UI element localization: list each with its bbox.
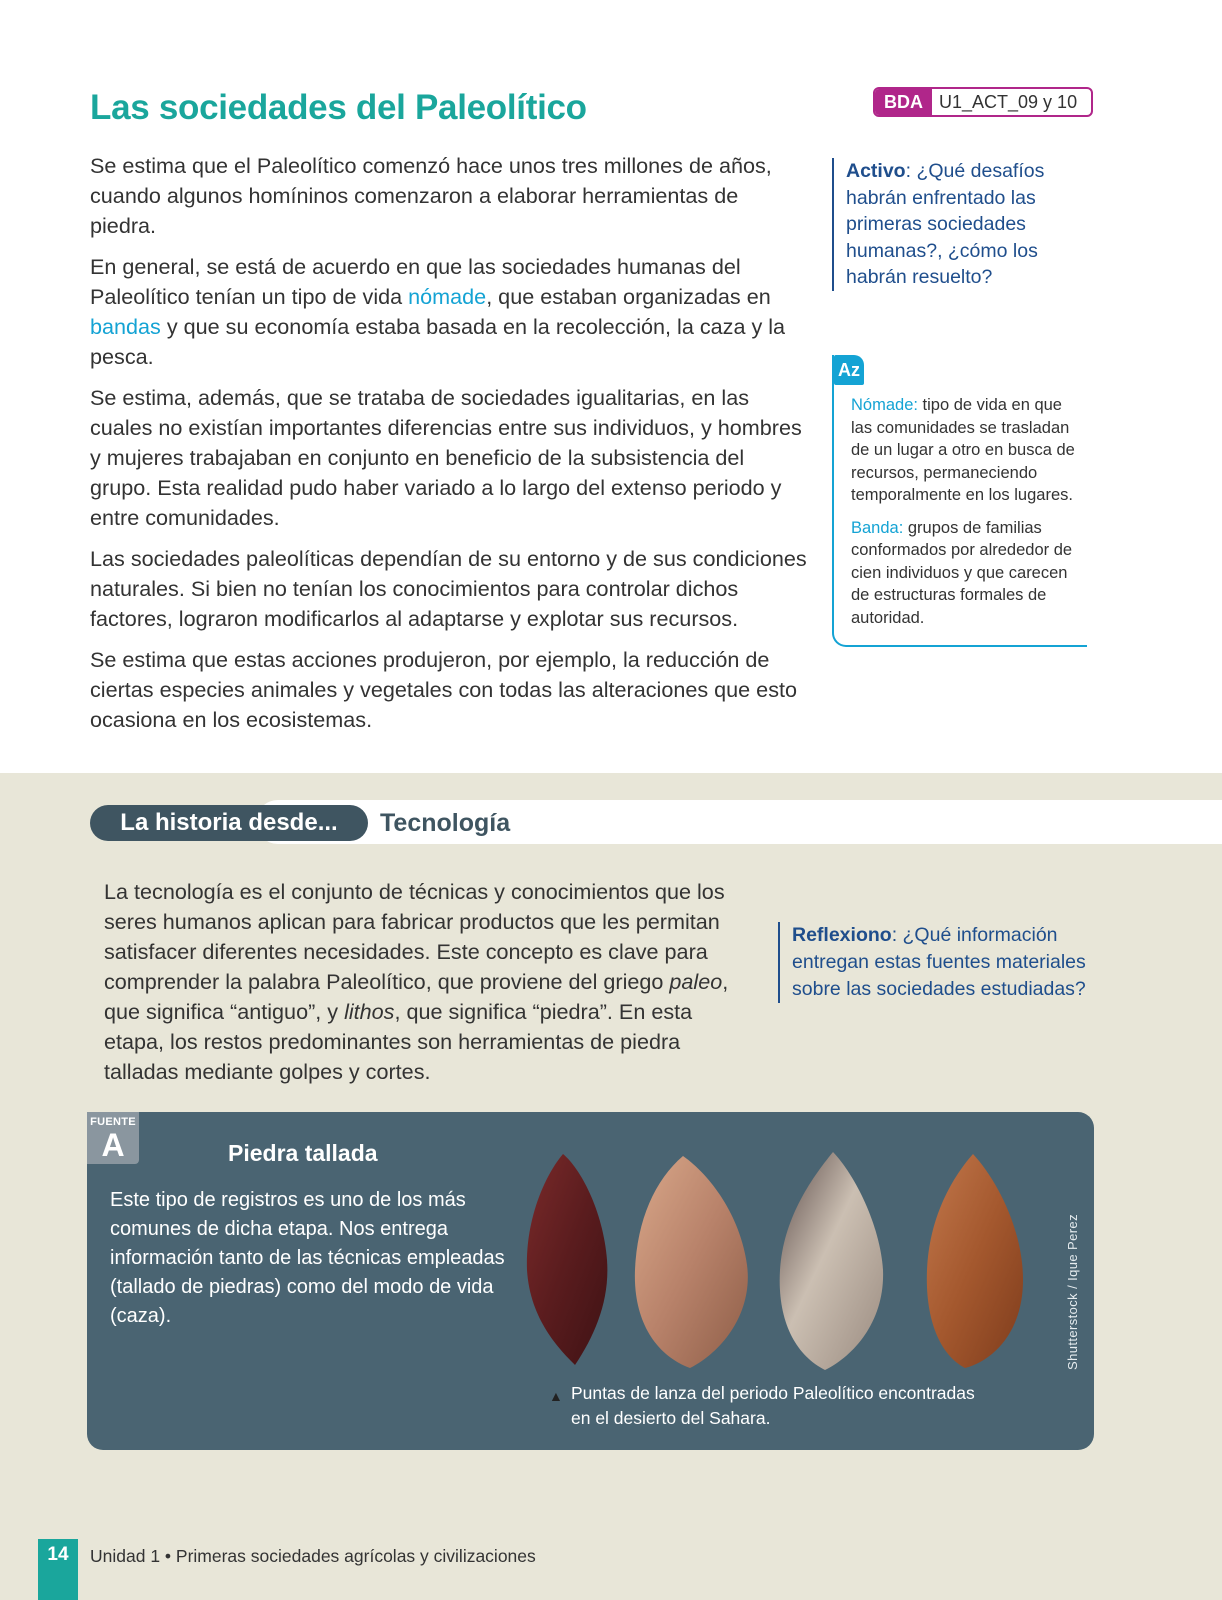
spearhead-3: [780, 1152, 883, 1370]
historia-label: La historia desde...: [90, 805, 368, 841]
footer-unit-title: Unidad 1 • Primeras sociedades agrícolas y civilizaciones: [90, 1546, 536, 1566]
reflexiono-label: Reflexiono: [792, 924, 892, 946]
fuente-tag-label: FUENTE: [90, 1116, 136, 1128]
tecnologia-text-a: La tecnología es el conjunto de técnicas y conocimientos que los seres humanos aplican para fabricar productos que les permitan satisfacer diferentes necesidades. Este concepto es clave para comprender la palabra Paleolítico, que proviene del griego: [104, 879, 725, 994]
fuente-tag-letter: A: [101, 1127, 125, 1163]
bda-badge[interactable]: [873, 87, 1093, 117]
paragraph-5: Se estima que estas acciones produjeron, por ejemplo, la reducción de ciertas especies animales y vegetales con todas las alteraciones que esto ocasiona en los ecosistemas.: [90, 647, 797, 732]
activo-question: [832, 158, 1076, 291]
paragraph-2-text-a: En general, se está de acuerdo en que las sociedades humanas del Paleolítico tenían un tipo de vida: [90, 254, 741, 309]
main-text: [90, 151, 810, 746]
term-nomade[interactable]: nómade: [408, 284, 487, 309]
glossary-body: [851, 394, 1086, 639]
paragraph-1: Se estima que el Paleolítico comenzó hace unos tres millones de años, cuando algunos homíninos comenzaron a elaborar herramientas de piedra.: [90, 153, 772, 238]
glossary-definition: grupos de familias conformados por alrededor de cien individuos y que carecen de estructuras formales de autoridad.: [851, 518, 1073, 627]
paragraph-4: Las sociedades paleolíticas dependían de su entorno y de sus condiciones naturales. Si bien no tenían los conocimientos para controlar dichos factores, lograron modificarlos al adaptarse y explotar sus recursos.: [90, 546, 807, 631]
caption-line: Puntas de lanza del periodo Paleolítico encontradas: [571, 1383, 975, 1403]
activo-text: : ¿Qué desafíos habrán enfrentado las primeras sociedades humanas?, ¿cómo los habrán resuelto?: [846, 160, 1045, 288]
tecnologia-text-b: , que significa “antiguo”, y: [104, 969, 729, 1024]
page-title: Las sociedades del Paleolítico: [90, 88, 587, 127]
glossary-term: Nómade:: [851, 396, 918, 414]
glossary-term: Banda:: [851, 518, 904, 537]
image-caption: [571, 1381, 1011, 1431]
fuente-tag: [87, 1112, 139, 1164]
spearhead-1: [527, 1154, 608, 1365]
bda-tag: BDA: [875, 89, 932, 115]
tecnologia-text: [104, 877, 744, 1087]
activo-label: Activo: [846, 160, 906, 182]
term-lithos: lithos: [344, 999, 395, 1024]
caption-line: en el desierto del Sahara.: [571, 1408, 771, 1428]
spearhead-4: [927, 1154, 1023, 1368]
page-number: 14: [38, 1539, 78, 1600]
glossary-icon: Az: [834, 355, 864, 385]
spearhead-2: [635, 1156, 748, 1368]
image-credit: Shutterstock / Ique Perez: [1065, 1214, 1080, 1370]
paragraph-3: Se estima, además, que se trataba de sociedades igualitarias, en las cuales no existían importantes diferencias entre sus individuos, y hombres y mujeres trabajaban en conjunto en beneficio de la subsistencia del grupo. Esta realidad pudo haber variado a lo largo del extenso periodo y entre comunidades.: [90, 385, 802, 530]
paragraph-2: [90, 252, 810, 372]
glossary-entry: [851, 394, 1086, 507]
caption-triangle-icon: ▲: [549, 1388, 563, 1404]
fuente-description: Este tipo de registros es uno de los más comunes de dicha etapa. Nos entrega información tanto de las técnicas empleadas (tallado de piedras) como del modo de vida (caza).: [110, 1189, 505, 1327]
term-paleo: paleo: [669, 969, 723, 994]
historia-topic: Tecnología: [380, 809, 511, 837]
reflexiono-question: [778, 922, 1122, 1003]
fuente-title: Piedra tallada: [228, 1140, 378, 1166]
term-bandas[interactable]: bandas: [90, 314, 161, 339]
glossary-entry: [851, 517, 1086, 630]
reflexiono-text: : ¿Qué información entregan estas fuentes materiales sobre las sociedades estudiadas?: [792, 924, 1086, 1000]
tecnologia-text-c: , que significa “piedra”. En esta etapa, los restos predominantes son herramientas de piedra talladas mediante golpes y cortes.: [104, 999, 693, 1084]
bda-code: U1_ACT_09 y 10: [939, 92, 1078, 112]
paragraph-2-text-b: , que estaban organizadas en: [486, 284, 771, 309]
paragraph-2-text-c: y que su economía estaba basada en la recolección, la caza y la pesca.: [90, 314, 786, 369]
spearheads-image: [525, 1150, 1035, 1372]
glossary-definition: tipo de vida en que las comunidades se trasladan de un lugar a otro en busca de recursos, permaneciendo temporalmente en los lugares.: [851, 396, 1075, 504]
